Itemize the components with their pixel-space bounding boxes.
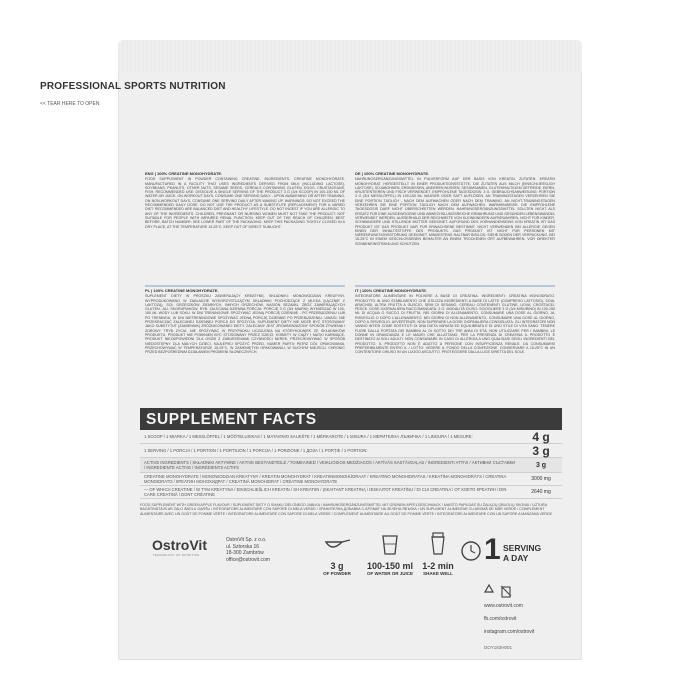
- step-caption: OF WATER OR JUICE: [367, 571, 413, 576]
- ingredient-value: 3000 mg: [531, 476, 551, 482]
- bin-icon: [500, 584, 512, 598]
- shaker-icon: [426, 530, 450, 556]
- lang-text: FOOD SUPPLEMENT IN POWDER CONTAINING CREATINE. INGREDIENTS: CREATINE MONOHYDRATE. MANUFACTURED IN A FACILITY THAT USES INGREDIENTS DERIVED FROM MILK (INCLUDING LACTOSE), SOYBEANS, PEANUTS, OTHER NUTS, SESAME SEEDS, CEREALS CONTAINING GLUTEN, EGGS, CRUSTACEANS, FISH. RECOMMENDED USE: DISSOLVE A SINGLE SERVING OF THE PRODUCT 3 G (3/4 SCOOP) IN 100-150 ML OF WATER OR JUICE. ON WORKOUT DAYS, CONSUME ONE SERVING DAILY - UPON AWAKENING OR AFTER TRAINING. ON NON-WORKOUT DAYS, CONSUME ONE SERVING DAILY AFTER WAKING UP. WARNINGS: DO NOT EXCEED THE RECOMMENDED DAILY DOSE. DO NOT USE THE PRODUCT AS A SUBSTITUTE (REPLACEMENT) FOR A VARIED DIET. RECOMMENDED ARE BALANCED DIET AND HEALTHY LIFESTYLE. DO NOT INGEST IF YOU ARE ALLERGIC TO ANY OF THE INGREDIENTS. CHILDREN, PREGNANT OR NURSING WOMEN MUST NOT TAKE THE PRODUCT. NOT SUITABLE FOR PEOPLE WITH IMPAIRED RENAL FUNCTION. KEEP OUT OF THE REACH OF CHILDREN. BEST BEFORE, BATCH NUMBER: SEE LOWER PART OF THE PACKAGING. KEEP THIS PACKAGING TIGHTLY CLOSED IN A DRY PLACE, AT THE TEMPERATURE 15-25°C. KEEP OUT OF DIRECT SUNLIGHT.: [145, 177, 345, 229]
- lang-block-eng: [145, 172, 345, 280]
- step-powder: [312, 536, 362, 576]
- step-shake: [418, 530, 458, 576]
- address-line: OstroVit Sp. z o.o.: [226, 537, 267, 543]
- accent-bar: [145, 285, 345, 287]
- lang-text: INTEGRATORE ALIMENTARE IN POLVERE A BASE DI CREATINA. INGREDIENTI: CREATINA MONOIDRATO. PRODOTTO IN UNO STABILIMENTO CHE UTILIZZA INGREDIENTI A BASE DI LATTE (COMPRESO LATTOSIO), SOIA, ARACHIDI, ALTRA FRUTTA A GUSCIO, SEMI DI SESAMO, CEREALI CONTENENTI GLUTINE, UOVA, CROSTACEI, PESCE. DOSE GIORNALIERA RACCOMANDATA: 3 G. MODALITÀ D'USO: SCIOGLIERE 3 G (3/4 MISURINO) IN 100-150 ML DI ACQUA O SUCCO DI FRUTTA. NEI GIORNI DI ALLENAMENTO, CONSUMARE UNA DOSE AL GIORNO, AL RISVEGLIO O DOPO L'ALLENAMENTO. NEI GIORNI DI NON ALLENAMENTO, CONSUMARE UNA DOSE AL GIORNO, DOPO IL RISVEGLIO. AVVERTENZE: NON SUPERARE LA DOSE GIORNALIERA CONSIGLIATA. GLI INTEGRATORI NON VANNO INTESI COME SOSTITUTI DI UNA DIETA VARIATA ED EQUILIBRATA E DI UNO STILE DI VITA SANO. TENERE FUORI DALLA PORTATA DEI BAMBINI AL DI SOTTO DEI TRE ANNI DI ETÀ. NON UTILIZZARE PER I BAMBINI, LE DONNE IN GRAVIDANZA E LE MADRI CHE ALLATTANO. PER LA PRESENZA DI CREATINA IL PRODOTTO È DESTINATO AI SOLI ADULTI. NON CONSUMARE IN CASO DI ALLERGIA A UNO QUALSIASI DEGLI INGREDIENTI DEL PRODOTTO. IL PRODOTTO NON È ADATTO A PERSONE CON INSUFFICIENZA RENALE. DA CONSUMARSI PREFERIBILMENTE ENTRO IL / LOTTO: VEDERE IL FONDO DELLA CONFEZIONE. CONSERVARE A 15-25°C IN UN CONTENITORE CHIUSO IN UN LUOGO ASCIUTTO. PROTEGGERE DALLA LUCE DIRETTA DEL SOLE.: [355, 294, 555, 355]
- scoop-icon: [322, 536, 352, 556]
- step-caption: OF POWDER: [323, 571, 351, 576]
- serving-value: 3 g: [532, 443, 550, 458]
- lang-text: SUPLEMENT DIETY W PROSZKU ZAWIERAJĄCY KREATYNĘ. SKŁADNIKI: MONOWODZIAN KREATYNY. WYPRODUKOWANO W ZAKŁADZIE WYKORZYSTUJĄCYM SKŁADNIKI POCHODZĄCE Z MLEKA (ŁĄCZNIE Z LAKTOZĄ), SOI, ORZESZKÓW ZIEMNYCH, INNYCH ORZECHÓW, NASION SEZAMU, ZBÓŻ ZAWIERAJĄCYCH GLUTEN, JAJ, SKORUPIAKÓW, RYB. ZALECANA DZIENNA PORCJA: PORCJĘ 3 G (3/4 MIARKI) WYMIESZAĆ W 100-150 ML WODY LUB SOKU. W DNI TRENINGOWE SPOŻYWAĆ JEDNĄ PORCJĘ DZIENNIE - PO PRZEBUDZENIU LUB PO TRENINGU. W DNI NIETRENINGOWE SPOŻYWAĆ JEDNĄ PORCJĘ DZIENNIE PO PRZEBUDZENIU. UWAGI: NIE PRZEKRACZAĆ ZALECANEJ DZIENNEJ PORCJI DO SPOŻYCIA. SUPLEMENT DIETY NIE MOŻE BYĆ STOSOWANY JAKO SUBSTYTUT (ZAMIENNIK) ZRÓŻNICOWANEJ DIETY. ZALECANY JEST ZRÓWNOWAŻONY SPOSÓB ŻYWIENIA I ZDROWY TRYB ŻYCIA. NIE SPOŻYWAĆ W PRZYPADKU UCZULENIA NA KTÓRYKOLWIEK ZE SKŁADNIKÓW PRODUKTU. PRODUKT NIE POWINIEN BYĆ STOSOWANY PRZEZ DZIECI, KOBIETY W CIĄŻY I MATKI KARMIĄCE. PRODUKT NIEODPOWIEDNI DLA OSÓB Z ZABURZENIAMI CZYNNOŚCI NEREK. PRZECHOWYWAĆ W SPOSÓB NIEDOSTĘPNY DLA MAŁYCH DZIECI. NAJLEPIEJ SPOŻYĆ PRZED, NUMER PARTII: PATRZ DÓŁ OPAKOWANIA. PRZECHOWYWAĆ W TEMPERATURZE 15-25°C, W ZAMKNIĘTYM OPAKOWANIU, W SUCHYM MIEJSCU. CHRONIĆ PRZED BEZPOŚREDNIM DZIAŁANIEM PROMIENI SŁONECZNYCH.: [145, 294, 345, 355]
- brand-logo: OstroVit: [152, 537, 207, 553]
- step-amount: 100-150 ml: [366, 561, 414, 571]
- scoop-row: [140, 430, 562, 444]
- website-link[interactable]: www.ostrovit.com: [484, 603, 523, 609]
- clock-icon: [460, 540, 482, 562]
- recycle-icon: [482, 584, 496, 598]
- active-value: 3 g: [535, 461, 547, 469]
- lang-text: NAHRUNGSERGÄNZUNGSMITTEL IN PULVERFORM AUF DER BASIS VON KREATIN. ZUTATEN: KREATIN MONOHYDRAT. HERGESTELLT IN EINER PRODUKTIONSSTÄTTE, DIE ZUTATEN AUS MILCH (EINSCHLIESSLICH LAKTOSE), SOJABOHNEN, ERDNÜSSEN, ANDEREN NÜSSEN, SESAMSAMEN, GLUTENHALTIGEM GETREIDE, EIERN, KRUSTENTIEREN UND FISCH VERWENDET. EMPFOHLENE TAGESDOSIS: 3 G. GEBRAUCHSANWEISUNG: PORTION 3 G (3/4 MESSLÖFFEL) IN 100-150 ML WASSER ODER SAFT AUFLÖSEN. AN TRAININGSTAGEN VERZEHREN SIE EINE PORTION TÄGLICH - NACH DEM AUFWACHEN ODER NACH DEM TRAINING. AN NICHT-TRAININGSTAGEN VERZEHREN SIE EINE PORTION TÄGLICH NACH DEM AUFWACHEN. WARNHINWEISE: DIE EMPFOHLENE TAGESDOSIS DARF NICHT ÜBERSCHRITTEN WERDEN. NAHRUNGSERGÄNZUNGSMITTEL SOLLTEN NICHT ALS ERSATZ FÜR EINE AUSGEWOGENE UND ABWECHSLUNGSREICHE ERNÄHRUNG UND GESUNDEN LEBENSWANDEL VERWENDET WERDEN. AUSSERHALB DER REICHWEITE VON KLEINKINDERN AUFBEWAHREN. NICHT FÜR KINDER, SCHWANGERE UND STILLENDE MÜTTER GEEIGNET. AUFGRUND DES VORHANDENSEINS VON KREATIN IST DAS PRODUKT IST DAS PRODUKT NUR FÜR ERWACHSENE BESTIMMT. NICHT VERWENDEN BEI ALLERGIE GEGEN EINEN DER INHALTSSTOFFE DES PRODUKTS. DAS PRODUKT IST NICHT FÜR PERSONEN MIT NIERENFUNKTIONSSTÖRUNG GEEIGNET. MINDESTENS HALTBAR BIS/LOS: SIEHE BODEN DER VERPACKUNG. BEI 15-25°C IN EINEM GESCHLOSSENEN BEHÄLTER AN EINEM TROCKENEN ORT AUFBEWAHREN. VOR DIREKTER SONNENEINSTRAHLUNG SCHÜTZEN.: [355, 177, 555, 246]
- pouch-seal-top: [118, 40, 582, 72]
- address-line: office@ostrovit.com: [226, 556, 270, 563]
- lang-title: IT | 100% CREATINE MONOHYDRATE.: [355, 288, 428, 293]
- ingredient-value: 2640 mg: [531, 489, 551, 495]
- serving-text-line: A DAY: [503, 552, 529, 563]
- lang-block-it: [355, 283, 555, 391]
- brand-line: PROFESSIONAL SPORTS NUTRITION: [40, 81, 226, 92]
- serving-text: [503, 544, 541, 563]
- serving-row: [140, 444, 562, 458]
- scoop-label: 1 SCOOP / 1 MIARKA / 1 MESSLÖFFEL / 1 MÕÕTELUSIKAS / 1 MATAVINIO SAUKŠTE / 1 MĒRKAROTE / 1 MISURA / 1 МЕРИТЕЛНА ЛЪЖИЧКА / 1 LINGURA / 1 MESURE:: [144, 434, 473, 439]
- address-line: 18-300 Zambrów: [226, 550, 264, 556]
- serving-count: 1: [484, 533, 501, 566]
- lang-title: ENG | 100% CREATINE MONOHYDRATE.: [145, 172, 223, 176]
- social-links: [484, 600, 534, 639]
- step-caption: SHAKE WELL: [423, 571, 453, 576]
- step-water: [360, 532, 420, 576]
- supplement-facts-title: SUPPLEMENT FACTS: [140, 408, 562, 430]
- active-label: ACTIVE INGREDIENTS / SKŁADNIKI AKTYWNE / AKTIVE BESTANDTEILE / TOIMEAINED / VEIKLIOSIOS MEDŽIAGOS / AKTĪVĀS SASTĀVDAĻAS / INGREDIENTI ATTIVI / АКТИВНИ СЪСТАВКИ / INGREDIENTE ACTIVE / INGRÉDIENTS ACTIFS: [144, 460, 516, 470]
- lang-title: PL | 100% CREATINE MONOHYDRATE.: [145, 288, 219, 293]
- lang-block-pl: [145, 283, 345, 391]
- serving-label: 1 SERVING / 1 PORCJA / 1 PORTION / 1 PORTSJON / 1 PORCIJA / 1 PORZIONE / 1 ДОЗА / 1 PORȚIE / 1 PORTION:: [144, 448, 368, 453]
- lang-block-de: [355, 172, 555, 280]
- accent-bar: [355, 285, 555, 287]
- brand-logo-sub: TECHNOLOGY OF NUTRITION: [153, 554, 200, 557]
- tear-note: << TEAR HERE TO OPEN: [40, 101, 100, 107]
- address-line: ul. Sztorska 16: [226, 543, 260, 550]
- lang-title: DE | 100% CREATINE MONOHYDRATE.: [355, 172, 430, 176]
- facebook-link[interactable]: fb.com/ostrovit: [484, 616, 517, 622]
- flavour-note: FOOD SUPPLEMENT WITH GREEN APPLE FLAVOUR / SUPLEMENT DIETY O SMAKU ZIELONEGO JABŁKA / NAHRUNGSERGÄNZUNGSMITTEL MIT GRÜNEM APFELGESCHMACK / MAISTO PAPILDAS SU ŽALIŲJŲ OBUOLIŲ SKONIU / UZTURA BAGĀTINĀTĀJS AR ZAĻO ĀBOLU GARŠU / INTEGRATORE ALIMENTARE CON SAPORE DI MELA VERDE / ХРАНИТЕЛНА ДОБАВКА С АРОМАТ НА ЗЕЛЕНА ЯБЪЛКА / UN SUPLIMENT ALIMENTAR CU AROMĂ DE MĂR VERDE / COMPLÉMENT ALIMENTAIRE AVEC UN GOÛT DE POMME VERTE / INTEGRATORE ALIMENTARE CON SAPORE DI MELA VERDE / COMPLÉMENT ALIMENTAIRE AU GOÛT DE POMME VERTE / INTEGRATORE ALIMENTARE CON UN SAPORE A MANZANA VERDE: [140, 503, 553, 516]
- glass-icon: [375, 532, 405, 556]
- ingredient-label: CREATINE MONOHYDRATE / MONOWODZIAN KREATYNY / KREATIN MONOHYDRAT / KREATIINMONOHÜDRAAT / KREATINO MONOHIDRATAS / KREATĪNA MONOHIDRĀTS / CREATINA MONOIDRATO / КРЕАТИН МОНОХИДРАТ / CREATINĂ MONOHIDRAT / CRÉATINE MONOHYDRATE: [144, 474, 507, 484]
- company-address: [226, 537, 270, 563]
- active-row: [140, 458, 562, 473]
- instagram-link[interactable]: instagram.com/ostrovit: [484, 629, 535, 635]
- serving-text-line: SERVING: [503, 543, 542, 553]
- lot-number: DOY183H001: [484, 645, 513, 650]
- step-amount: 3 g: [330, 561, 344, 571]
- supplement-facts: [140, 408, 562, 499]
- scoop-value: 4 g: [532, 429, 550, 444]
- ingredient-row: [140, 486, 562, 499]
- ingredient-label: — OF WHICH CREATINE / W TYM KREATYNA / EINSCHLIEßLICH KREATIN / SH KREATIIN / ĮSKAITANT KREATINĄ / IESKAITOT KREATĪNU / DI CUI CREATINA / ОТ КОЕТО КРЕАТИН / DIN CARE CREATINĂ / DONT CRÉATINE: [144, 487, 507, 497]
- step-amount: 1-2 min: [422, 561, 454, 571]
